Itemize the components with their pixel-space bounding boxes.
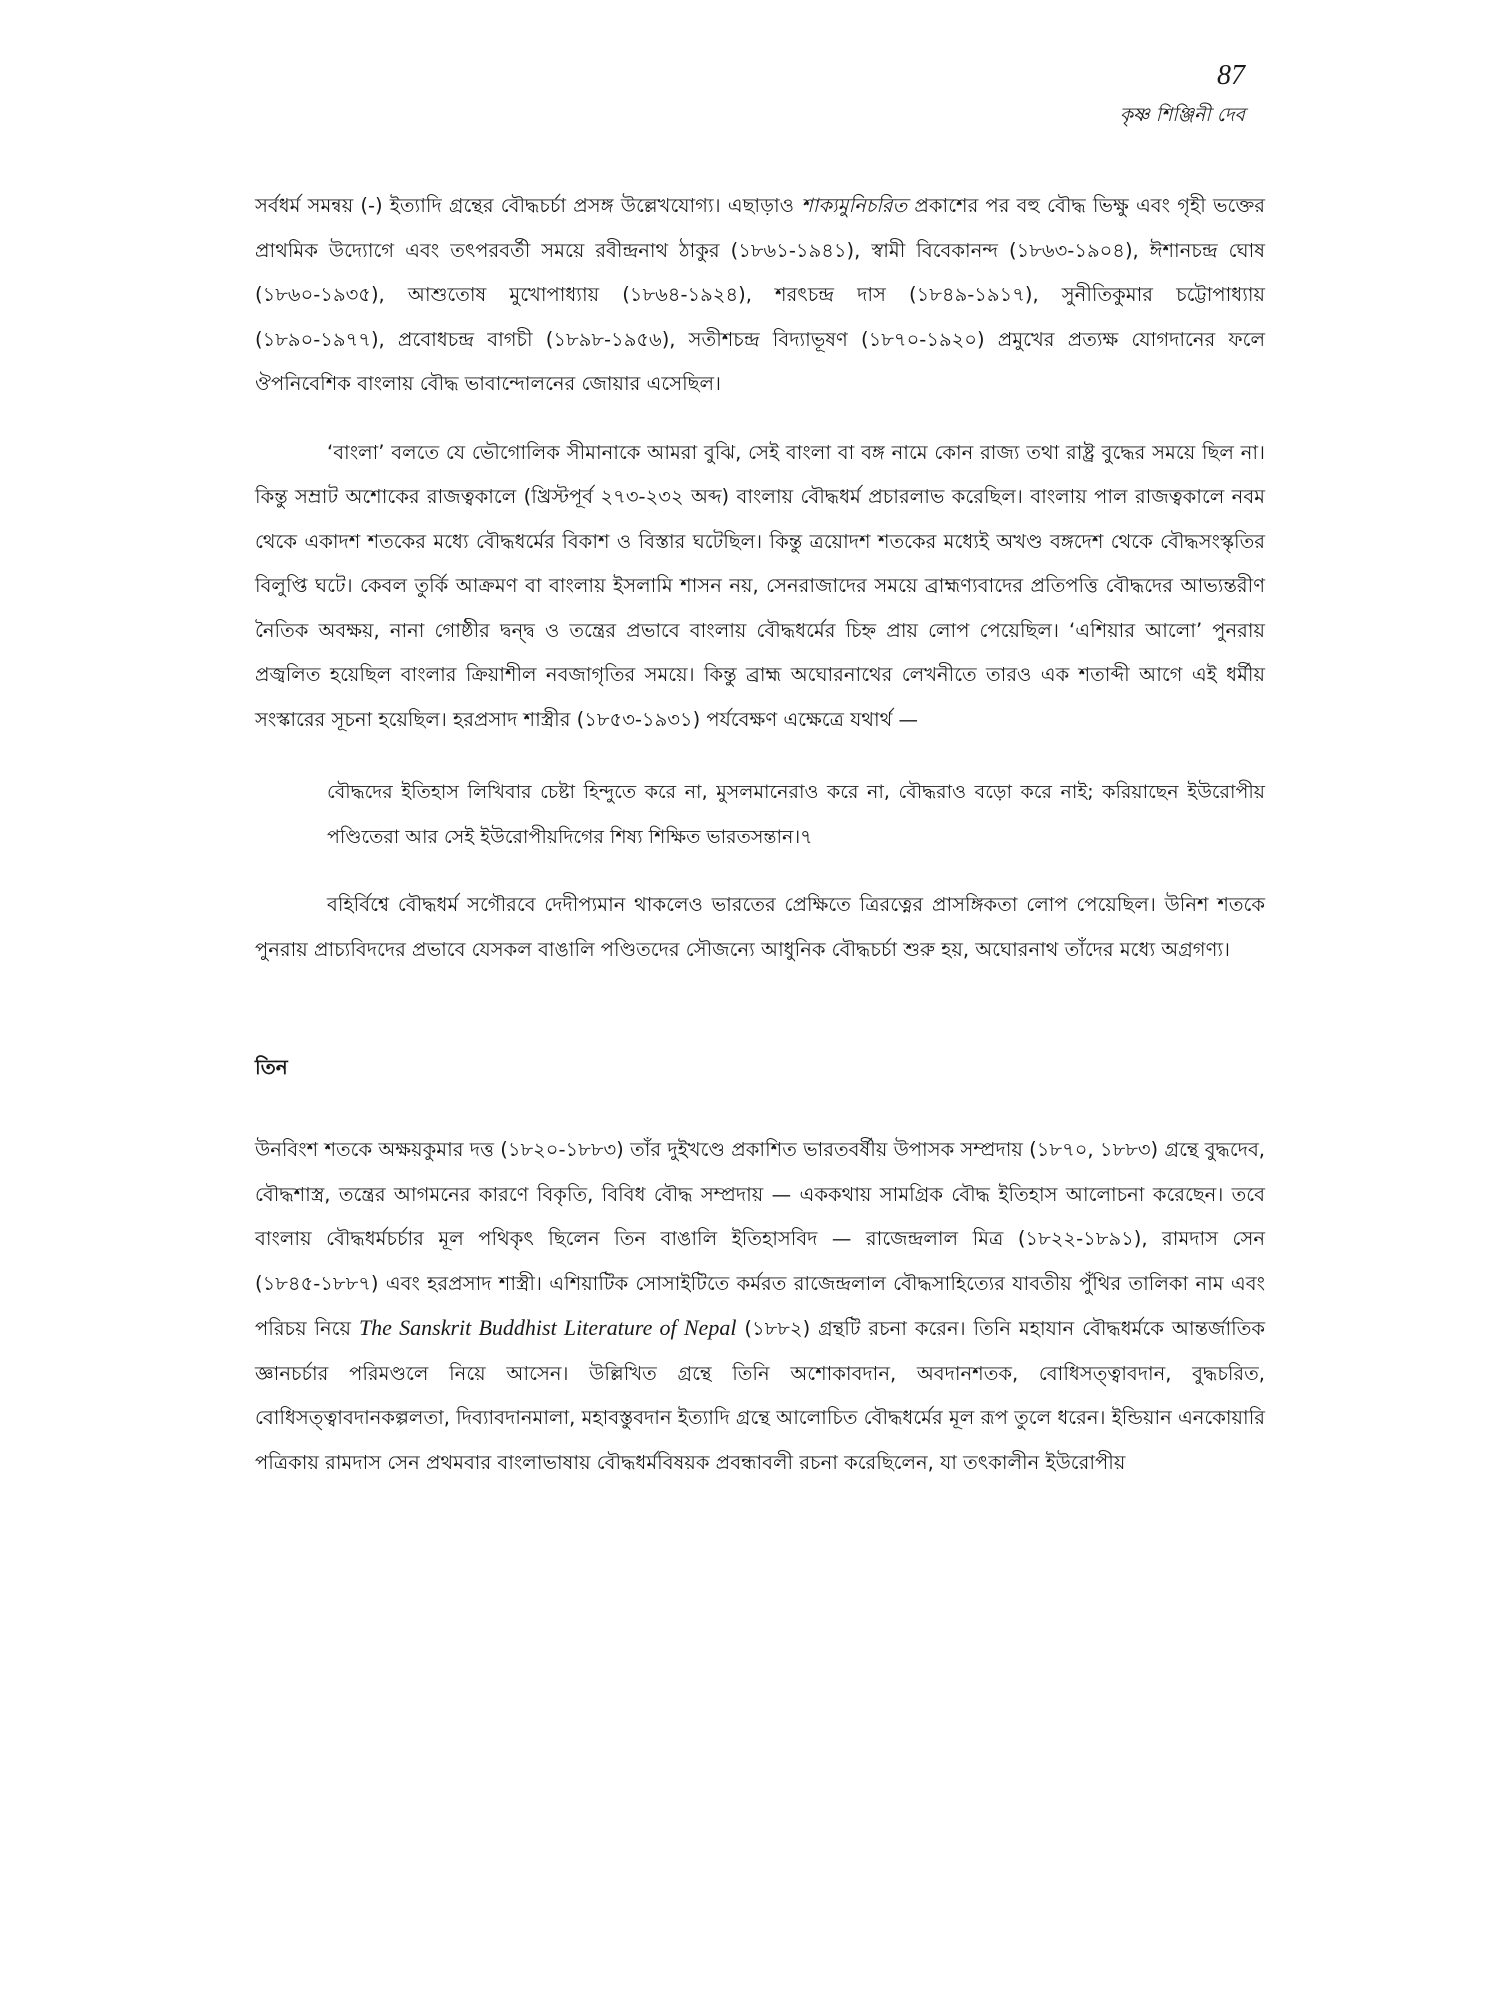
paragraph-2: ‘বাংলা’ বলতে যে ভৌগোলিক সীমানাকে আমরা বুঝি, সেই বাংলা বা বঙ্গ নামে কোন রাজ্য তথা রাষ্ট্র বুদ্ধের সময়ে ছিল না। কিন্তু সম্রাট অশোকের রাজত্বকালে (খ্রিস্টপূর্ব ২৭৩-২৩২ অব্দ) বাংলায় বৌদ্ধধর্ম প্রচারলাভ করেছিল। বাংলায় পাল রাজত্বকালে নবম থেকে একাদশ শতকের মধ্যে বৌদ্ধধর্মের বিকাশ ও বিস্তার ঘটেছিল। কিন্তু ত্রয়োদশ শতকের মধ্যেই অখণ্ড বঙ্গদেশ থেকে বৌদ্ধসংস্কৃতির বিলুপ্তি ঘটে। কেবল তুর্কি আক্রমণ বা বাংলায় ইসলামি শাসন নয়, সেনরাজাদের সময়ে ব্রাহ্মণ্যবাদের প্রতিপত্তি বৌদ্ধদের আভ্যন্তরীণ নৈতিক অবক্ষয়, নানা গোষ্ঠীর দ্বন্দ্ব ও তন্ত্রের প্রভাবে বাংলায় বৌদ্ধধর্মের চিহ্ন প্রায় লোপ পেয়েছিল। ‘এশিয়ার আলো’ পুনরায় প্রজ্বলিত হয়েছিল বাংলার ক্রিয়াশীল নবজাগৃতির সময়ে। কিন্তু ব্রাহ্ম অঘোরনাথের লেখনীতে তারও এক শতাব্দী আগে এই ধর্মীয় সংস্কারের সূচনা হয়েছিল। হরপ্রসাদ শাস্ত্রীর (১৮৫৩-১৯৩১) পর্যবেক্ষণ এক্ষেত্রে যথার্থ — <box>255 440 1265 731</box>
paragraph-1-text-b: প্রকাশের পর বহু বৌদ্ধ ভিক্ষু এবং গৃহী ভক্তের প্রাথমিক উদ্যোগে এবং তৎপরবর্তী সময়ে রবীন্দ্রনাথ ঠাকুর (১৮৬১-১৯৪১), স্বামী বিবেকানন্দ (১৮৬৩-১৯০৪), ঈশানচন্দ্র ঘোষ (১৮৬০-১৯৩৫), আশুতোষ মুখোপাধ্যায় (১৮৬৪-১৯২৪), শরৎচন্দ্র দাস (১৮৪৯-১৯১৭), সুনীতিকুমার চট্টোপাধ্যায় (১৮৯০-১৯৭৭), প্রবোধচন্দ্র বাগচী (১৮৯৮-১৯৫৬), সতীশচন্দ্র বিদ্যাভূষণ (১৮৭০-১৯২০) প্রমুখের প্রত্যক্ষ যোগদানের ফলে ঔপনিবেশিক বাংলায় বৌদ্ধ ভাবান্দোলনের জোয়ার এসেছিল। <box>255 194 1265 395</box>
running-head <box>1120 58 1245 130</box>
paragraph-4-text-a: উনবিংশ শতকে অক্ষয়কুমার দত্ত (১৮২০-১৮৮৩) তাঁর দুইখণ্ডে প্রকাশিত ভারতবর্ষীয় উপাসক সম্প্রদায় (১৮৭০, ১৮৮৩) গ্রন্থে বুদ্ধদেব, বৌদ্ধশাস্ত্র, তন্ত্রের আগমনের কারণে বিকৃতি, বিবিধ বৌদ্ধ সম্প্রদায় — এককথায় সামগ্রিক বৌদ্ধ ইতিহাস আলোচনা করেছেন। তবে বাংলায় বৌদ্ধধর্মচর্চার মূল পথিকৃৎ ছিলেন তিন বাঙালি ইতিহাসবিদ — রাজেন্দ্রলাল মিত্র (১৮২২-১৮৯১), রামদাস সেন (১৮৪৫-১৮৮৭) এবং হরপ্রসাদ শাস্ত্রী। এশিয়াটিক সোসাইটিতে কর্মরত রাজেন্দ্রলাল বৌদ্ধসাহিত্যের যাবতীয় পুঁথির তালিকা নাম এবং পরিচয় নিয়ে <box>255 1138 1265 1340</box>
section-heading: তিন <box>255 1055 288 1079</box>
paragraph-4-text-b: (১৮৮২) গ্রন্থটি রচনা করেন। তিনি মহাযান বৌদ্ধধর্মকে আন্তর্জাতিক জ্ঞানচর্চার পরিমণ্ডলে নিয়ে আসেন। উল্লিখিত গ্রন্থে তিনি অশোকাবদান, অবদানশতক, বোধিসত্ত্বাবদান, বুদ্ধচরিত, বোধিসত্ত্বাবদানকল্পলতা, দিব্যাবদানমালা, মহাবস্তুবদান ইত্যাদি গ্রন্থে আলোচিত বৌদ্ধধর্মের মূল রূপ তুলে ধরেন। ইন্ডিয়ান এনকোয়ারি পত্রিকায় রামদাস সেন প্রথমবার বাংলাভাষায় বৌদ্ধধর্মবিষয়ক প্রবন্ধাবলী রচনা করেছিলেন, যা তৎকালীন ইউরোপীয় <box>255 1317 1265 1474</box>
paragraph-3: বহির্বিশ্বে বৌদ্ধধর্ম সগৌরবে দেদীপ্যমান থাকলেও ভারতের প্রেক্ষিতে ত্রিরত্নের প্রাসঙ্গিকতা লোপ পেয়েছিল। উনিশ শতকে পুনরায় প্রাচ্যবিদদের প্রভাবে যেসকল বাঙালি পণ্ডিতদের সৌজন্যে আধুনিক বৌদ্ধচর্চা শুরু হয়, অঘোরনাথ তাঁদের মধ্যে অগ্রগণ্য। <box>255 893 1265 961</box>
body-text <box>255 184 1265 1485</box>
page-number: 87 <box>1217 60 1245 91</box>
italic-book-title: শাক্যমুনিচরিত <box>801 194 908 217</box>
paragraph-4 <box>255 1128 1265 1485</box>
running-title: কৃষ্ণ শিঞ্জিনী দেব <box>1119 104 1245 126</box>
paragraph-1 <box>255 184 1265 407</box>
latin-book-title: The Sanskrit Buddhist Literature of Nepal <box>358 1315 737 1340</box>
block-quote <box>327 770 1265 859</box>
block-quote-text: বৌদ্ধদের ইতিহাস লিখিবার চেষ্টা হিন্দুতে করে না, মুসলমানেরাও করে না, বৌদ্ধরাও বড়ো করে নাই; করিয়াছেন ইউরোপীয় পণ্ডিতেরা আর সেই ইউরোপীয়দিগের শিষ্য শিক্ষিত ভারতসন্তান।৭ <box>327 781 1265 848</box>
paragraph-1-text-a: সর্বধর্ম সমন্বয় (-) ইত্যাদি গ্রন্থের বৌদ্ধচর্চা প্রসঙ্গ উল্লেখযোগ্য। এছাড়াও <box>255 194 802 217</box>
